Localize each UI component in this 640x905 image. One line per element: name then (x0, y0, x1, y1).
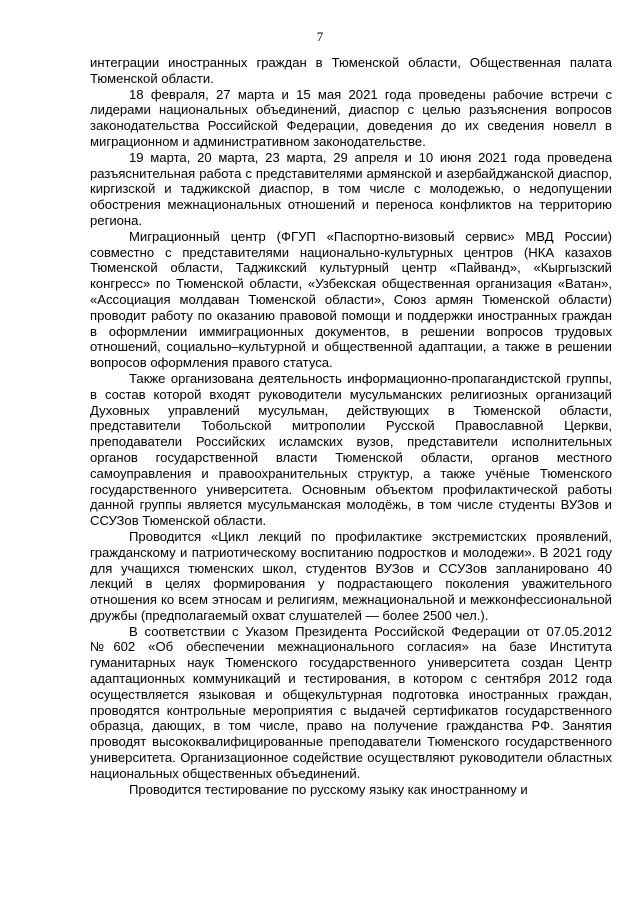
document-body (90, 55, 612, 797)
paragraph-explanatory-work: 19 марта, 20 марта, 23 марта, 29 апреля и 10 июня 2021 года проведена разъяснительная работа с представителями армянской и азербайджанской диаспор, киргизской и таджикской диаспор, в том числе с молодежью, о недопущении обострения межнациональных отношений и переноса конфликтов на территорию региона. (90, 149, 612, 228)
paragraph-info-group: Также организована деятельность информационно-пропагандистской группы, в состав которой входят руководители мусульманских религиозных организаций Духовных управлений мусульман, действующих в Тюменской области, представители Тобольской митрополии Русской Православной Церкви, преподаватели Российских исламских вузов, представители исполнительных органов государственной власти Тюменской области, органов местного самоуправления и правоохранительных структур, а также учёные Тюменского государственного университета. Основным объектом профилактической работы данной группы является мусульманская молодёжь, в том числе студенты ВУЗов и ССУЗов Тюменской области. (90, 370, 612, 529)
paragraph-testing: Проводится тестирование по русскому языку как иностранному и (129, 781, 528, 797)
page-number: 7 (316, 29, 324, 44)
paragraph-continuation: интеграции иностранных граждан в Тюменской области, Общественная палата Тюменской области. (90, 55, 612, 86)
paragraph-adaptation-center: В соответствии с Указом Президента Российской Федерации от 07.05.2012 №602 «Об обеспечении межнационального согласия» на базе Института гуманитарных наук Тюменского государственного университета создан Центр адаптационных коммуникаций и тестирования, в котором с сентября 2012 года осуществляется языковая и общекультурная подготовка иностранных граждан, проводятся контрольные мероприятия с выдачей сертификатов государственного образца, дающих, в том числе, право на получение гражданства РФ. Занятия проводят высококвалифицированные преподаватели Тюменского государственного университета. Организационное содействие осуществляют руководители областных национальных общественных объединений. (90, 623, 612, 781)
paragraph-lecture-cycle: Проводится «Цикл лекций по профилактике экстремистских проявлений, гражданскому и патриотическому воспитанию подростков и молодежи». В 2021 году для учащихся тюменских школ, студентов ВУЗов и ССУЗов запланировано 40 лекций в целях формирования у подрастающего поколения уважительного отношения ко всем этносам и религиям, межнациональной и межконфессиональной дружбы (предполагаемый охват слушателей — более 2500 чел.). (90, 528, 612, 623)
paragraph-migration-center: Миграционный центр (ФГУП «Паспортно-визовый сервис» МВД России) совместно с представителями национально-культурных центров (НКА казахов Тюменской области, Таджикский культурный центр «Пайванд», «Кыргызский конгресс» по Тюменской области, «Узбекская общественная организация «Ватан», «Ассоциация молдаван Тюменской области», Союз армян Тюменской области) проводит работу по оказанию правовой помощи и поддержки иностранных граждан в оформлении иммиграционных документов, в решении вопросов трудовых отношений, социально–культурной и общественной адаптации, а также в решении вопросов оформления правого статуса. (90, 228, 612, 371)
paragraph-working-meetings: 18 февраля, 27 марта и 15 мая 2021 года проведены рабочие встречи с лидерами национальных объединений, диаспор с целью разъяснения вопросов законодательства Российской Федерации, доведения до их сведения новелл в миграционном и административном законодательстве. (90, 86, 612, 149)
